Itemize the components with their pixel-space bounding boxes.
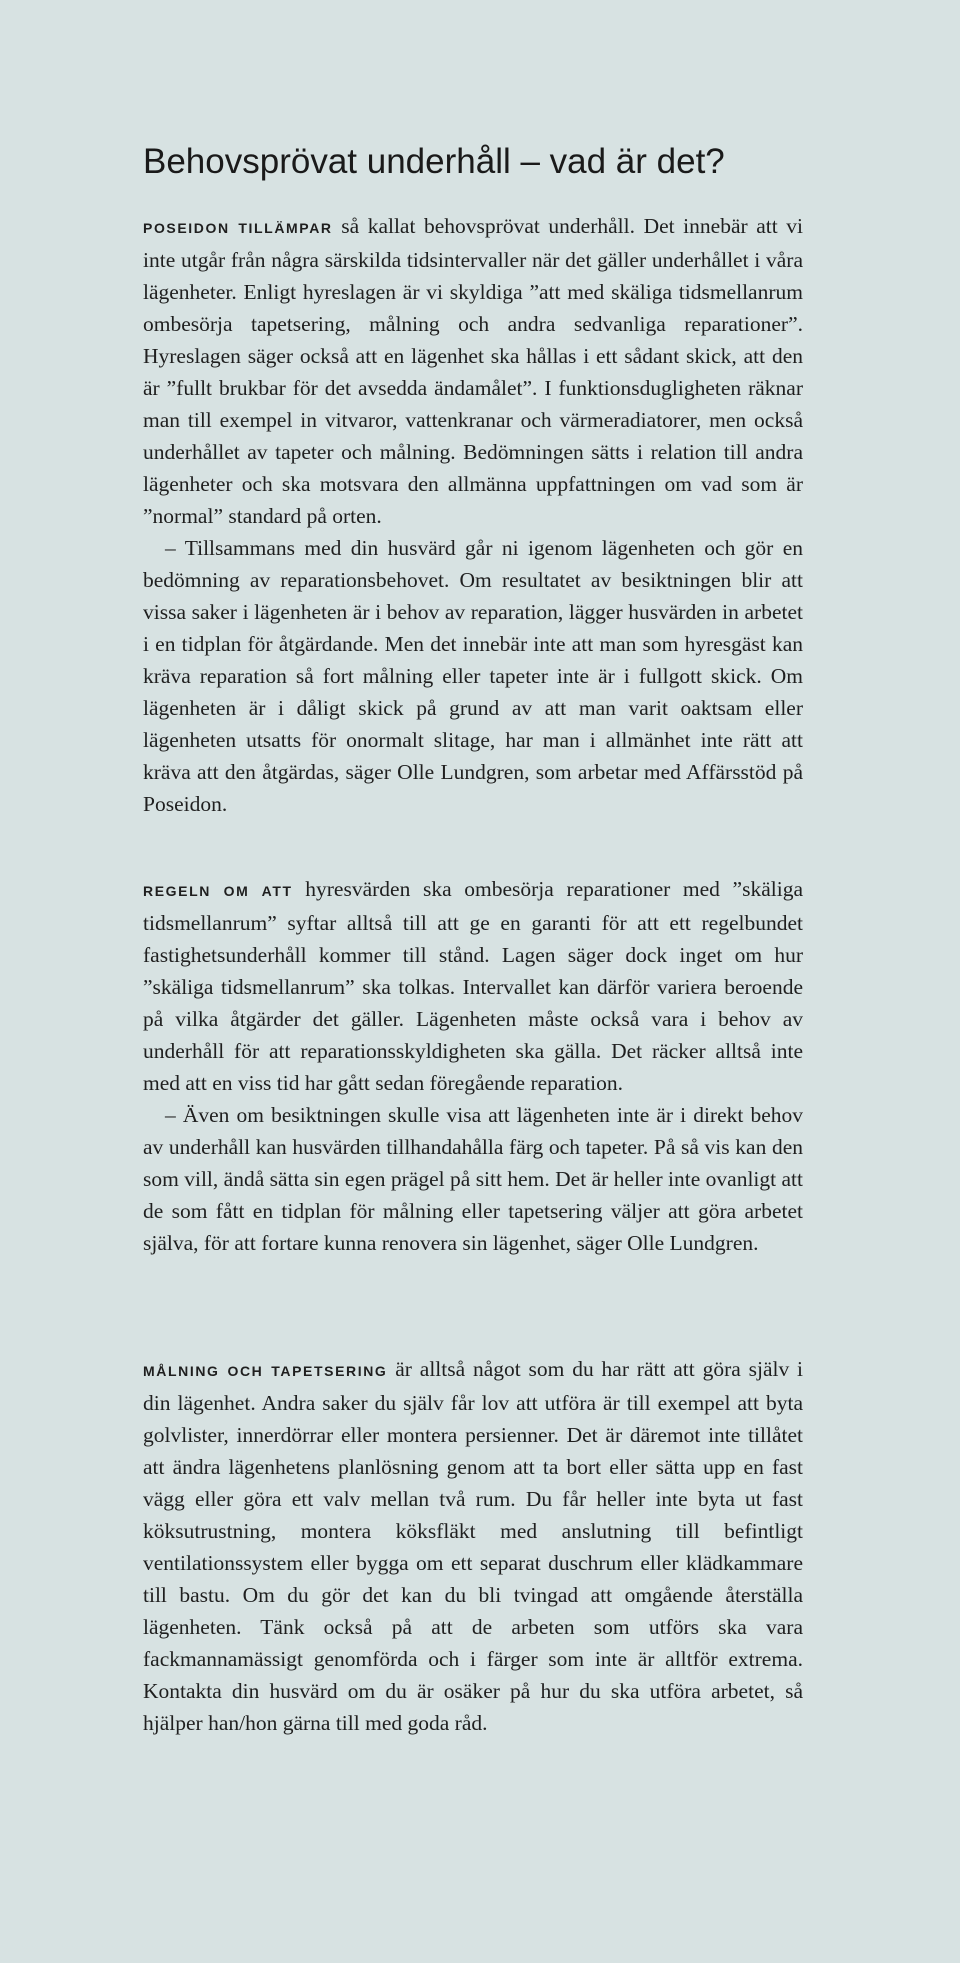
section-lead: MÅLNING OCH TAPETSERING xyxy=(143,1363,388,1379)
section-lead: POSEIDON TILLÄMPAR xyxy=(143,220,333,236)
paragraph-text: hyresvärden ska ombesörja reparationer med ”skäliga tidsmellanrum” syftar alltså till att ge en garanti för att ett regelbundet fastighetsunderhåll kommer till stånd. Lagen säger dock inget om hur ”skäliga tidsmellanrum” ska tolkas. Intervallet kan därför variera beroende på vilka åtgärder det gäller. Lägenheten måste också vara i behov av underhåll för att reparationsskyldigheten ska gälla. Det räcker alltså inte med att en viss tid har gått sedan föregående reparation. xyxy=(143,877,804,1095)
paragraph xyxy=(143,1353,803,1739)
section-regeln-om-att xyxy=(143,873,803,1259)
paragraph xyxy=(143,873,803,1099)
paragraph: – Tillsammans med din husvärd går ni igenom lägenheten och gör en bedömning av reparationsbehovet. Om resultatet av besiktningen blir att vissa saker i lägenheten är i behov av reparation, lägger husvärden in arbetet i en tidplan för åtgärdande. Men det innebär inte att man som hyresgäst kan kräva reparation så fort målning eller tapeter inte är i fullgott skick. Om lägenheten är i dåligt skick på grund av att man varit oaktsam eller lägenheten utsatts för onormalt slitage, har man i allmänhet inte rätt att kräva att den åtgärdas, säger Olle Lundgren, som arbetar med Affärsstöd på Poseidon. xyxy=(143,536,803,816)
section-malning-och-tapetsering xyxy=(143,1353,803,1739)
paragraph-text: är alltså något som du har rätt att göra själv i din lägenhet. Andra saker du själv får lov att utföra är till exempel att byta golvlister, innerdörrar eller montera persienner. Det är däremot inte tillåtet att ändra lägenhetens planlösning genom att ta bort eller sätta upp en fast vägg eller göra ett valv mellan två rum. Du får heller inte byta ut fast köksutrustning, montera köksfläkt med anslutning till befintligt ventilationssystem eller bygga om ett separat duschrum eller klädkammare till bastu. Om du gör det kan du bli tvingad att omgående återställa lägenheten. Tänk också på att de arbeten som utförs ska vara fackmannamässigt genomförda och i färger som inte är alltför extrema. Kontakta din husvärd om du är osäker på hur du ska utföra arbetet, så hjälper han/hon gärna till med goda råd. xyxy=(143,1357,803,1735)
paragraph-text: så kallat behovsprövat underhåll. Det innebär att vi inte utgår från några särskilda tidsintervaller när det gäller underhållet i våra lägenheter. Enligt hyreslagen är vi skyldiga ”att med skäliga tidsmellanrum ombesörja tapetsering, målning och andra sedvanliga reparationer”. Hyreslagen säger också att en lägenhet ska hållas i ett sådant skick, att den är ”fullt brukbar för det avsedda ändamålet”. I funktionsdugligheten räknar man till exempel in vitvaror, vattenkranar och värmeradiatorer, men också underhållet av tapeter och målning. Bedömningen sätts i relation till andra lägenheter och ska motsvara den allmänna uppfattningen om vad som är ”normal” standard på orten. xyxy=(143,214,804,528)
section-poseidon-tillampar xyxy=(143,210,803,820)
section-lead: REGELN OM ATT xyxy=(143,883,293,899)
page-title: Behovsprövat underhåll – vad är det? xyxy=(143,142,725,181)
paragraph: – Även om besiktningen skulle visa att lägenheten inte är i direkt behov av underhåll kan husvärden tillhandahålla färg och tapeter. På så vis kan den som vill, ändå sätta sin egen prägel på sitt hem. Det är heller inte ovanligt att de som fått en tidplan för målning eller tapetsering väljer att göra arbetet själva, för att fortare kunna renovera sin lägenhet, säger Olle Lundgren. xyxy=(143,1103,803,1255)
paragraph xyxy=(143,210,803,532)
